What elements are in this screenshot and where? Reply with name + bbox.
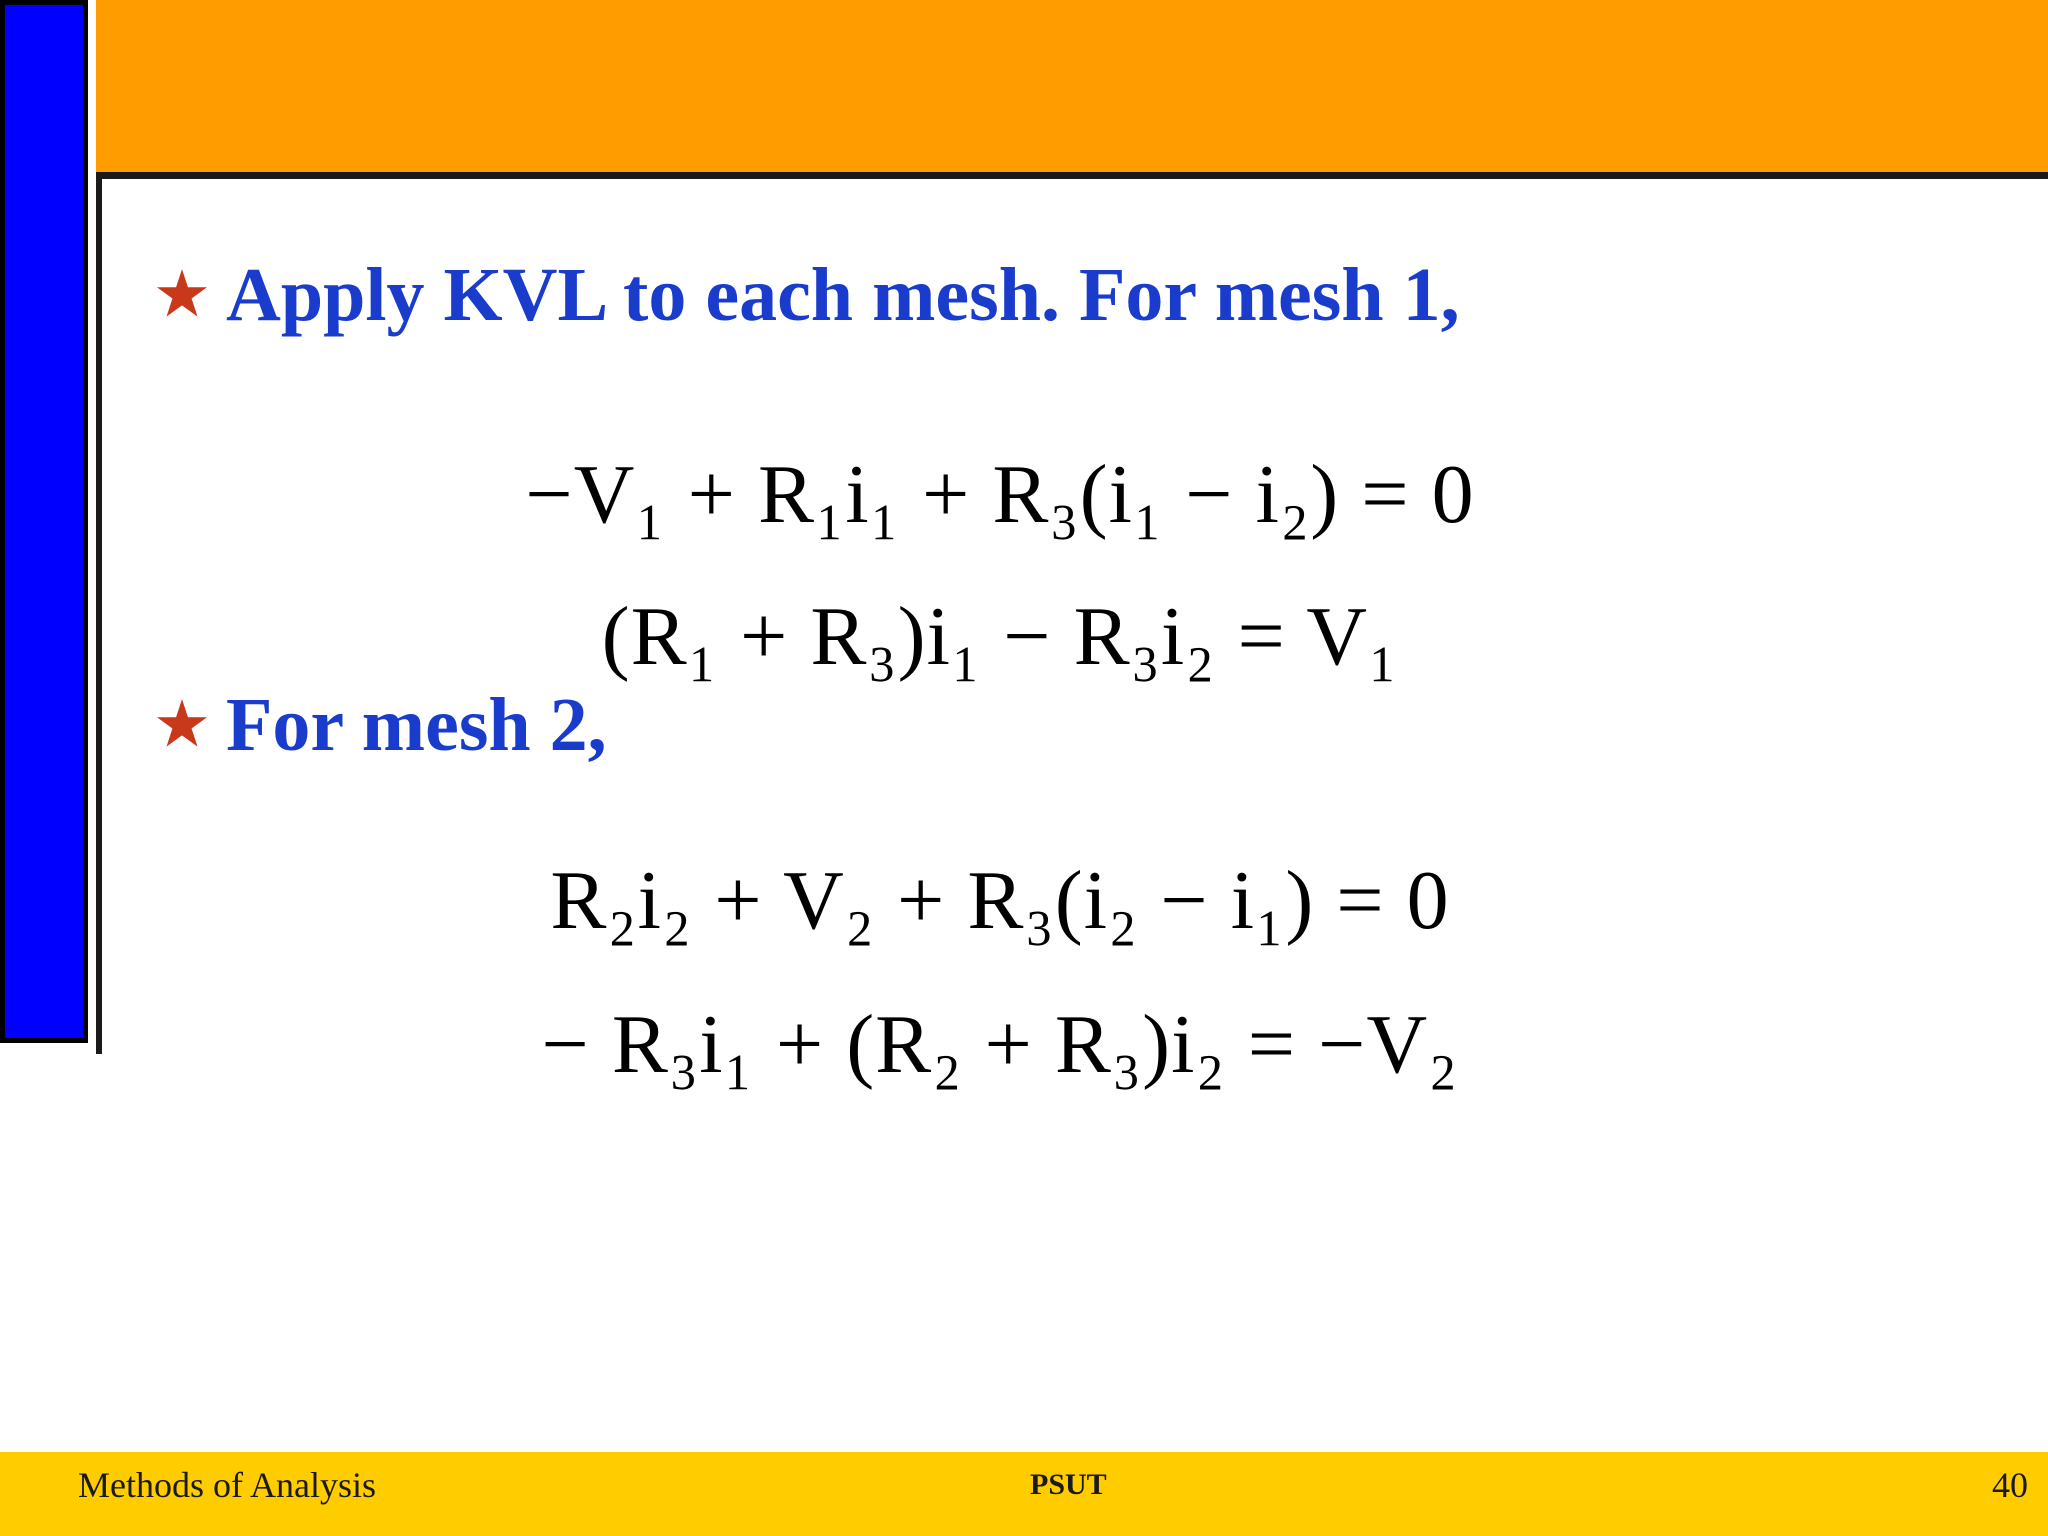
side-divider: [96, 172, 102, 1054]
bullet-text: Apply KVL to each mesh. For mesh 1,: [226, 253, 1460, 337]
bullet-mesh-2: [156, 682, 607, 769]
equation-mesh2-simplified: − R₃i₁ + (R₂ + R₃)i₂ = −V₂: [541, 998, 1459, 1091]
equation-mesh1-kvl: −V₁ + R₁i₁ + R₃(i₁ − i₂) = 0: [525, 448, 1475, 541]
star-icon: ★: [156, 692, 208, 757]
header-bar: [96, 0, 2048, 172]
star-icon: ★: [156, 262, 208, 327]
equation-mesh1-simplified: (R₁ + R₃)i₁ − R₃i₂ = V₁: [601, 590, 1399, 683]
bullet-mesh-1: [156, 252, 1460, 339]
side-accent-bar: [0, 0, 88, 1043]
footer-title: Methods of Analysis: [78, 1465, 377, 1505]
footer-institution: PSUT: [1030, 1468, 1107, 1501]
equation-mesh2-kvl: R₂i₂ + V₂ + R₃(i₂ − i₁) = 0: [550, 854, 1450, 947]
bullet-text: For mesh 2,: [226, 683, 607, 767]
slide-number: 40: [1992, 1465, 2028, 1505]
header-divider: [96, 172, 2048, 179]
